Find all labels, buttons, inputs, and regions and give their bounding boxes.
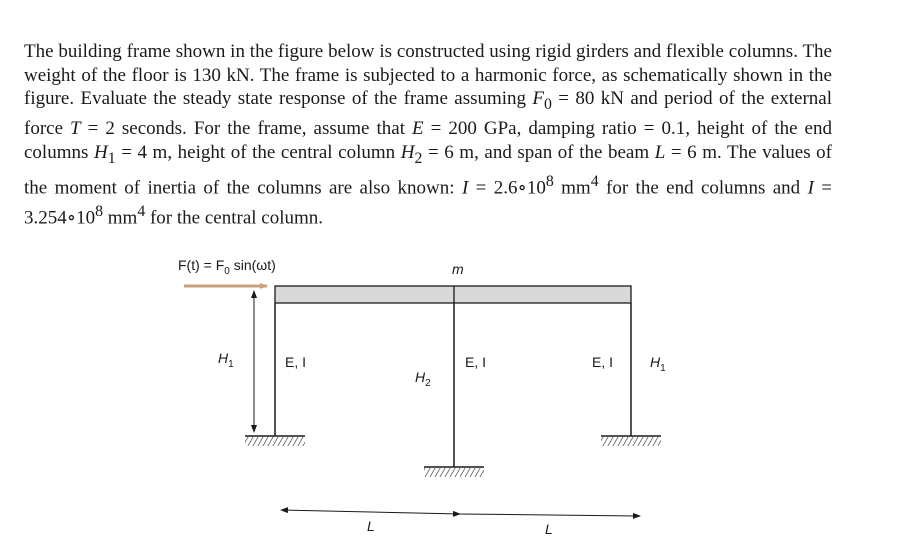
ei-left-label: E, I — [285, 354, 307, 370]
mass-label: m — [452, 261, 464, 277]
center-fixed-support — [424, 467, 484, 477]
right-fixed-support — [601, 436, 661, 446]
h2-label: $H_2$ — [415, 369, 431, 389]
sup-8: 8 — [545, 173, 554, 191]
force-label: $F(t) = F_0$ sin(ωt) — [178, 257, 276, 277]
sub-0: 0 — [544, 96, 552, 114]
var-h1: H — [93, 141, 108, 163]
text-segment: = 2 seconds. For the frame, assume that — [80, 117, 412, 139]
text-segment: for the central column. — [145, 207, 324, 229]
var-e: E — [412, 117, 424, 139]
span-right-arrow — [458, 514, 640, 516]
text-segment: = 2.6∘10 — [468, 177, 546, 199]
text-segment: = 6 m. The values of the moment of inertia of the columns are also known: — [24, 141, 833, 199]
text-segment: = 80 kN and period of the external force — [24, 88, 832, 139]
var-i: I — [807, 177, 814, 199]
sup-4: 4 — [137, 203, 146, 221]
text-segment: for the end columns and — [598, 177, 808, 199]
var-t: T — [70, 117, 81, 139]
h1-right-label: $H_1$ — [650, 354, 666, 374]
rigid-girder — [275, 286, 631, 303]
h1-left-label: $H_1$ — [218, 350, 234, 370]
text-segment: = 6 m, and span of the beam — [422, 141, 655, 163]
ei-center-label: E, I — [465, 354, 487, 370]
sub-1: 1 — [107, 149, 116, 167]
ei-right-label: E, I — [592, 354, 614, 370]
var-i: I — [461, 177, 469, 199]
text-segment: mm — [553, 177, 591, 199]
span-left-label: L — [367, 518, 375, 534]
text-segment: mm — [103, 207, 138, 229]
var-l: L — [654, 141, 666, 163]
var-f: F — [532, 88, 545, 110]
text-segment: = 3.254∘10 — [24, 177, 833, 229]
text-segment: = 4 m, height of the central column — [115, 141, 401, 163]
text-segment: The building frame shown in the figure below is constructed using rigid girders and flexible columns. The weight of the floor is 130 kN. The frame is subjected to a harmonic force, as schematically shown in the figure. Evaluate the steady state response of the frame assuming — [24, 41, 832, 110]
span-right-label: L — [545, 521, 553, 537]
text-segment: = 200 GPa, damping ratio = 0.1, height of the end columns — [24, 117, 832, 163]
var-h2: H — [400, 141, 415, 163]
span-left-arrow — [281, 510, 460, 514]
sub-2: 2 — [414, 149, 423, 167]
sup-8: 8 — [95, 203, 103, 221]
sup-4: 4 — [590, 173, 599, 191]
left-fixed-support — [245, 436, 305, 446]
